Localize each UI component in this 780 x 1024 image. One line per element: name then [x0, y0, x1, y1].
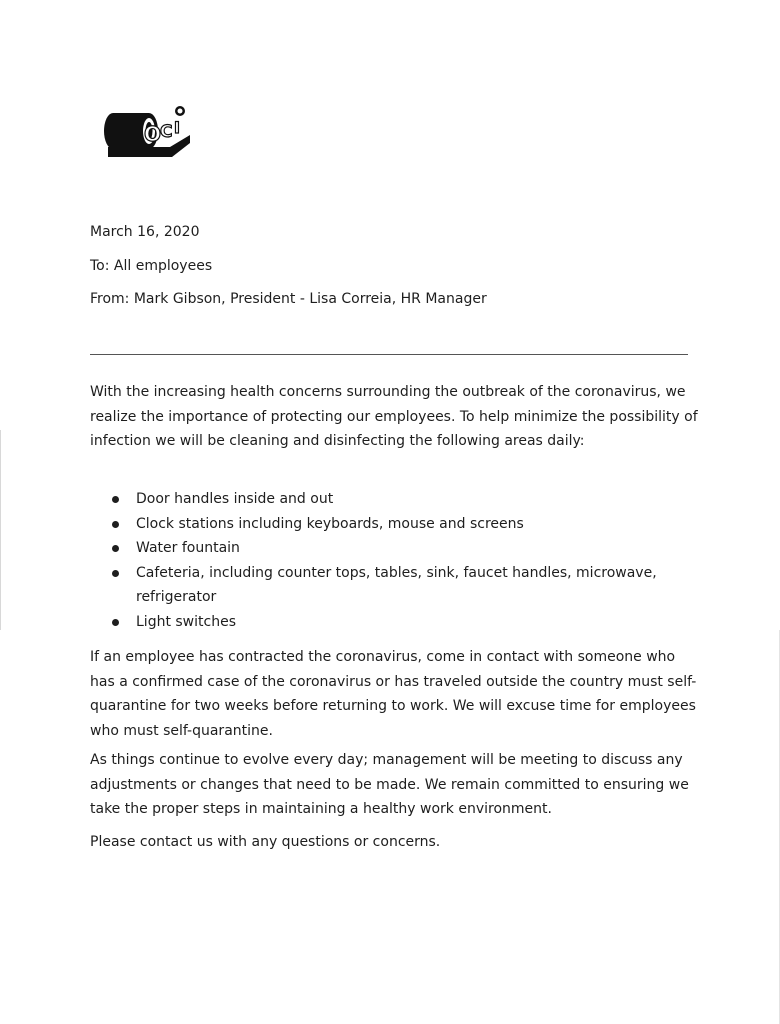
- bullet-icon: [112, 619, 119, 626]
- bullet-icon: [112, 496, 119, 503]
- company-logo: [100, 103, 196, 163]
- list-item: [90, 512, 700, 537]
- svg-text:O: O: [144, 122, 162, 146]
- svg-text:C: C: [160, 122, 173, 142]
- list-item: [90, 536, 700, 561]
- list-item-text: Door handles inside and out: [136, 491, 334, 507]
- intro-paragraph: With the increasing health concerns surrounding the outbreak of the coronavirus, we realize the importance of protecting our employees. To help minimize the possibility of infection we will be cleaning and disinfecting the following areas daily:: [90, 384, 698, 449]
- list-item: [90, 561, 700, 610]
- list-item: [90, 610, 700, 635]
- memo-to: To: All employees: [90, 258, 213, 274]
- list-item-text: Water fountain: [136, 540, 240, 556]
- list-item-text: Light switches: [136, 613, 236, 630]
- closing-line: Please contact us with any questions or concerns.: [90, 834, 441, 850]
- list-item-text: Cafeteria, including counter tops, tables, sink, faucet handles, microwave, refrigerator: [136, 564, 657, 605]
- memo-date: March 16, 2020: [90, 224, 200, 240]
- quarantine-paragraph: If an employee has contracted the coronavirus, come in contact with someone who has a confirmed case of the coronavirus or has traveled outside the country must self-quarantine for two weeks before returning to work. We will excuse time for employees who must self-quarantine.: [90, 649, 697, 739]
- svg-text:I: I: [174, 118, 180, 137]
- list-item-text: Clock stations including keyboards, mouse and screens: [136, 515, 524, 532]
- bullet-icon: [112, 521, 119, 528]
- header-divider: [90, 354, 688, 355]
- oci-logo-graphic: [100, 103, 196, 163]
- bullet-icon: [112, 545, 119, 552]
- scan-edge-mark-left: [0, 430, 1, 630]
- bullet-icon: [112, 570, 119, 577]
- memo-from: From: Mark Gibson, President - Lisa Correia, HR Manager: [90, 291, 487, 307]
- cleaning-areas-list: [90, 487, 700, 634]
- list-item: [90, 487, 700, 512]
- management-paragraph: As things continue to evolve every day; management will be meeting to discuss any adjustments or changes that need to be made. We remain committed to ensuring we take the proper steps in maintaining a healthy work environment.: [90, 752, 689, 817]
